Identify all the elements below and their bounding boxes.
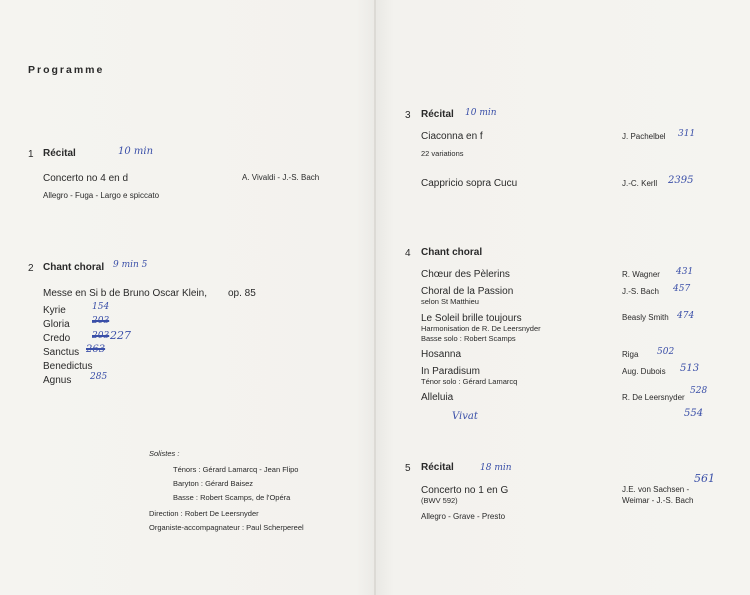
s4-mark-1: 431 xyxy=(676,267,694,277)
s4-sub-passion: selon St Matthieu xyxy=(421,297,479,306)
section-3-work-2: Cappricio sopra Cucu xyxy=(421,178,518,189)
soloists-baryton: Baryton : Gérard Baisez xyxy=(173,479,254,488)
agnus-mark: 285 xyxy=(90,372,108,382)
credo-struck-mark: 203 xyxy=(92,331,110,341)
section-3-composer-1: J. Pachelbel xyxy=(622,132,666,141)
s4-work-alleluia: Alleluia xyxy=(421,392,454,403)
mass-part-credo: Credo xyxy=(43,333,71,344)
mass-part-benedictus: Benedictus xyxy=(43,361,93,372)
mass-part-kyrie: Kyrie xyxy=(43,305,66,316)
organist: Organiste-accompagnateur : Paul Scherpereel xyxy=(149,523,304,532)
soloists-tenors: Ténors : Gérard Lamarcq - Jean Flipo xyxy=(173,465,299,474)
section-5-number: 5 xyxy=(405,463,411,474)
gloria-struck-mark: 203 xyxy=(92,316,110,326)
section-3-mark-2: 2395 xyxy=(668,175,694,186)
s4-mark-6b: 554 xyxy=(684,408,704,419)
section-1-heading: Récital xyxy=(43,148,76,159)
s4-work-choral-passion: Choral de la Passion xyxy=(421,286,514,297)
section-5-work: Concerto no 1 en G xyxy=(421,485,509,496)
s4-work-soleil: Le Soleil brille toujours xyxy=(421,313,522,324)
soloists-basse: Basse : Robert Scamps, de l'Opéra xyxy=(173,493,291,502)
section-5-mark: 561 xyxy=(694,472,715,485)
credo-mark: 227 xyxy=(110,329,131,342)
s4-mark-3: 474 xyxy=(677,311,695,321)
s4-comp-smith: Beasly Smith xyxy=(622,313,669,322)
section-3-heading: Récital xyxy=(421,109,454,120)
section-5-movements: Allegro - Grave - Presto xyxy=(421,512,506,521)
kyrie-mark: 154 xyxy=(92,302,110,312)
section-5-bwv: (BWV 592) xyxy=(421,496,458,505)
mass-title: Messe en Si b de Bruno Oscar Klein, xyxy=(43,288,207,299)
section-3-work-1: Ciaconna en f xyxy=(421,131,483,142)
sanctus-struck-mark: 263 xyxy=(86,344,106,355)
mass-part-gloria: Gloria xyxy=(43,319,70,330)
s4-mark-6: 528 xyxy=(690,386,708,396)
section-2-heading: Chant choral xyxy=(43,262,105,273)
section-5-composer-1: J.E. von Sachsen - xyxy=(622,485,690,494)
section-3-work-1-sub: 22 variations xyxy=(421,149,464,158)
s4-work-hosanna: Hosanna xyxy=(421,349,462,360)
mass-part-agnus: Agnus xyxy=(43,375,72,386)
s4-comp-riga: Riga xyxy=(622,350,639,359)
s4-comp-bach: J.-S. Bach xyxy=(622,287,659,296)
page-fold xyxy=(374,0,376,595)
mass-opus: op. 85 xyxy=(228,288,256,299)
programme-title: Programme xyxy=(28,64,105,76)
section-3-number: 3 xyxy=(405,110,411,121)
s4-mark-5: 513 xyxy=(680,363,700,374)
s4-sub-soleil-1: Harmonisation de R. De Leersnyder xyxy=(421,324,541,333)
s4-work-pelerins: Chœur des Pèlerins xyxy=(421,269,510,280)
soloists-label: Solistes : xyxy=(149,449,180,458)
section-5-heading: Récital xyxy=(421,462,454,473)
section-5-handwritten-duration: 18 min xyxy=(480,463,512,473)
section-3-handwritten-duration: 10 min xyxy=(465,108,497,118)
section-4-number: 4 xyxy=(405,248,411,259)
s4-sub-soleil-2: Basse solo : Robert Scamps xyxy=(421,334,516,343)
section-3-mark-1: 311 xyxy=(678,129,696,139)
section-2-number: 2 xyxy=(28,263,34,274)
direction: Direction : Robert De Leersnyder xyxy=(149,509,259,518)
s4-mark-4: 502 xyxy=(657,347,675,357)
s4-comp-wagner: R. Wagner xyxy=(622,270,660,279)
section-1-movements: Allegro - Fuga - Largo e spiccato xyxy=(43,191,160,200)
section-1-work: Concerto no 4 en d xyxy=(43,173,129,184)
section-1-handwritten-duration: 10 min xyxy=(118,146,154,157)
mass-part-sanctus: Sanctus xyxy=(43,347,80,358)
s4-mark-2: 457 xyxy=(673,284,691,294)
s4-handwritten-note: Vivat xyxy=(452,411,478,422)
s4-comp-dubois: Aug. Dubois xyxy=(622,367,666,376)
section-3-composer-2: J.-C. Kerll xyxy=(622,179,658,188)
s4-work-paradisum: In Paradisum xyxy=(421,366,480,377)
section-1-number: 1 xyxy=(28,149,34,160)
section-4-heading: Chant choral xyxy=(421,247,483,258)
section-1-composer: A. Vivaldi - J.-S. Bach xyxy=(242,173,320,182)
s4-sub-paradisum: Ténor solo : Gérard Lamarcq xyxy=(421,377,518,386)
section-2-handwritten-duration: 9 min 5 xyxy=(113,260,148,270)
section-5-composer-2: Weimar - J.-S. Bach xyxy=(622,496,694,505)
s4-comp-leersnyder: R. De Leersnyder xyxy=(622,393,685,402)
